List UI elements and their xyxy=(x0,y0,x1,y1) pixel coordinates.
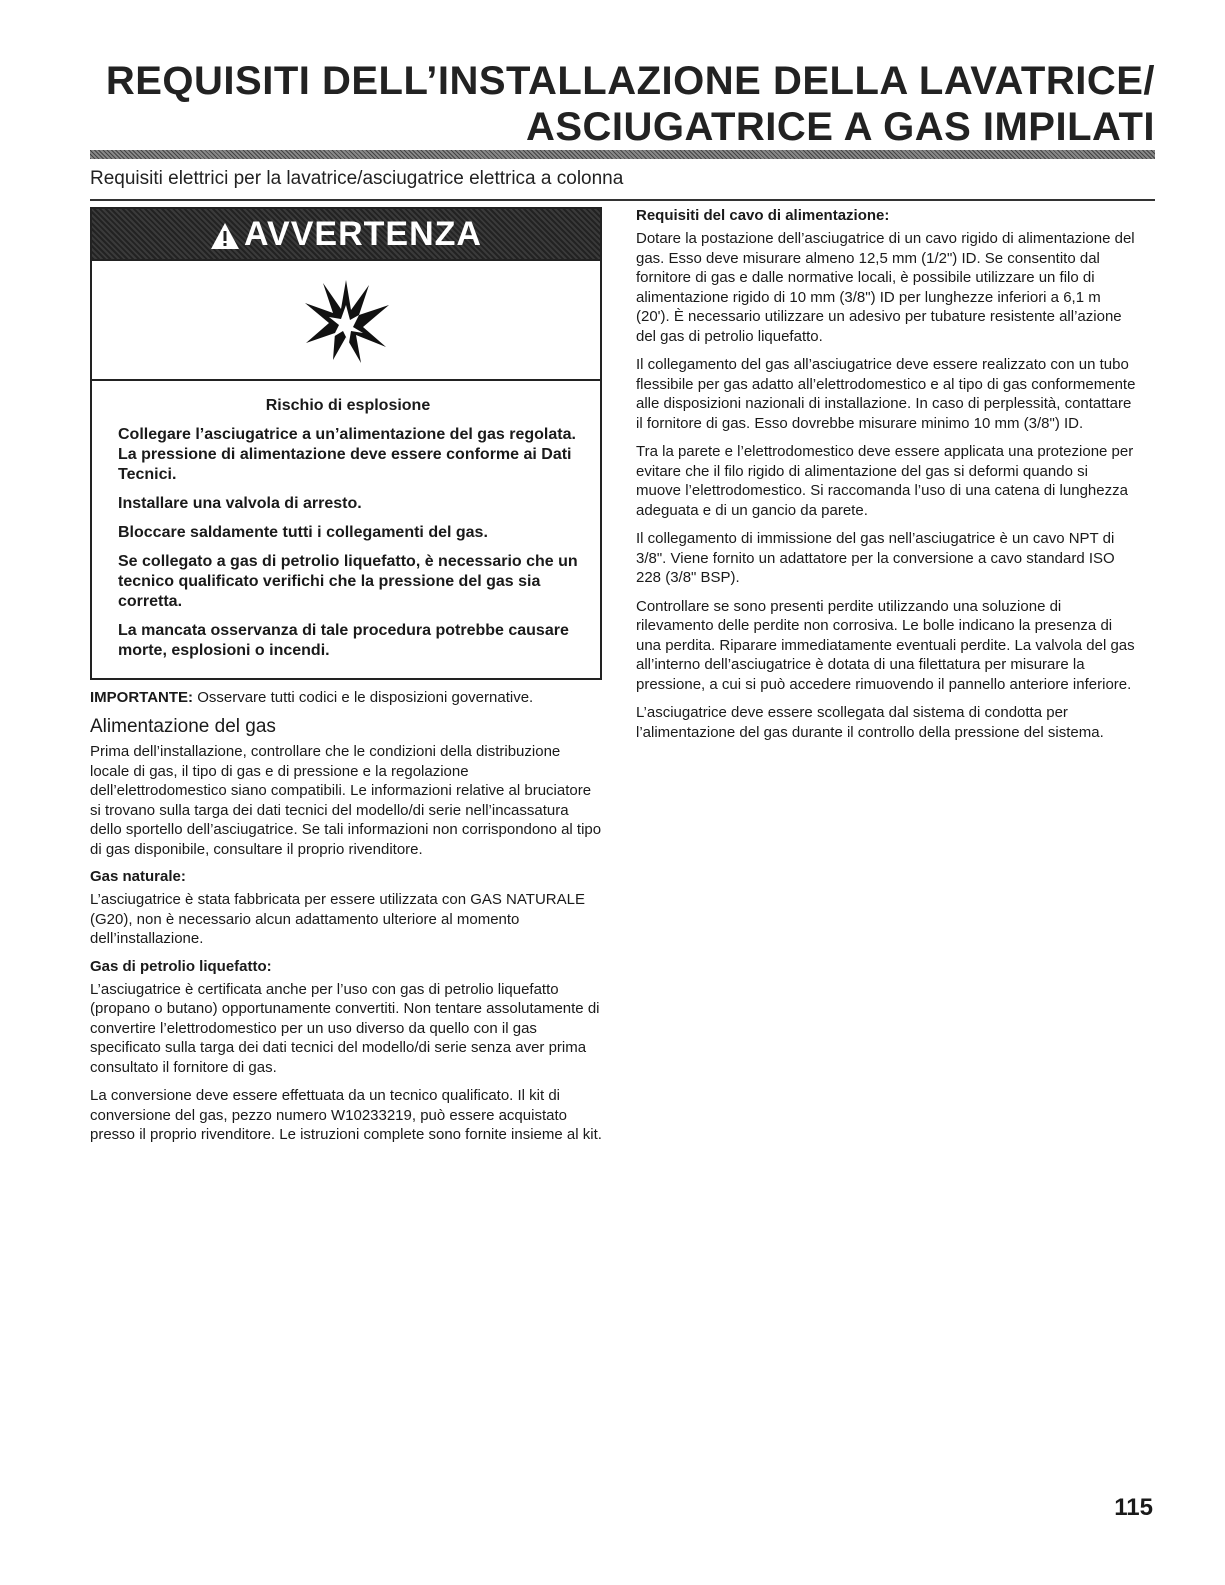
right-column xyxy=(636,207,1136,751)
title-divider xyxy=(90,150,1155,159)
conversion-text: La conversione deve essere effettuata da un tecnico qualificato. Il kit di conversione del gas, pezzo numero W10233219, può essere acquistato presso il proprio rivenditore. Le istruzioni complete sono fornite insieme al kit. xyxy=(90,1087,602,1143)
warning-box xyxy=(90,207,602,680)
warning-paragraph: Se collegato a gas di petrolio liquefatto, è necessario che un tecnico qualificato verifichi che la pressione del gas sia corretta. xyxy=(118,553,578,610)
warning-header xyxy=(92,209,600,259)
warning-paragraph: Collegare l’asciugatrice a un’alimentazione del gas regolata. La pressione di alimentazione deve essere conforme ai Dati Tecnici. xyxy=(118,426,576,483)
warning-paragraph: La mancata osservanza di tale procedura potrebbe causare morte, esplosioni o incendi. xyxy=(118,622,569,659)
supply-line-heading: Requisiti del cavo di alimentazione: xyxy=(636,207,890,224)
gas-supply-text: Prima dell’installazione, controllare che le condizioni della distribuzione locale di gas, il tipo di gas e di pressione e la regolazione dell’elettrodomestico siano compatibili. Le informazioni relative al bruciatore si trovano sulla targa dei dati tecnici del modello/di serie nell’incassatura dello sportello dell’asciugatrice. Se tali informazioni non corrispondono al tipo di gas disponibile, consultare il proprio rivenditore. xyxy=(90,743,602,858)
lpg-heading: Gas di petrolio liquefatto: xyxy=(90,957,272,975)
supply-line-paragraph: Dotare la postazione dell’asciugatrice di un cavo rigido di alimentazione del gas. Esso deve misurare almeno 12,5 mm (1/2") ID. Se consentito dal fornitore di gas e dalle normative locali, è possibile utilizzare un filo di alimentazione rigido di 10 mm (3/8") ID per lunghezze inferiori a 6,1 m (20'). È necessario utilizzare un adesivo per tubature resistente all’azione del gas di petrolio liquefatto. xyxy=(636,230,1135,345)
explosion-icon xyxy=(301,275,391,365)
supply-line-paragraph: Il collegamento del gas all’asciugatrice deve essere realizzato con un tubo flessibile per gas adatto all’elettrodomestico e al tipo di gas conformemente alle disposizioni nazionali di installazione. In caso di perplessità, contattare il fornitore di gas. Esso dovrebbe misurare minimo 10 mm (3/8") ID. xyxy=(636,356,1136,432)
supply-line-paragraph: L’asciugatrice deve essere scollegata dal sistema di condotta per l’alimentazione del gas durante il controllo della pressione del sistema. xyxy=(636,704,1104,741)
left-column xyxy=(90,207,602,1154)
natural-gas-heading: Gas naturale: xyxy=(90,868,186,885)
section-subtitle: Requisiti elettrici per la lavatrice/asciugatrice elettrica a colonna xyxy=(90,168,624,189)
important-label: IMPORTANTE: xyxy=(90,689,194,706)
supply-line-paragraph: Il collegamento di immissione del gas nell’asciugatrice è un cavo NPT di 3/8". Viene fornito un adattatore per la conversione a cavo standard ISO 228 (3/8" BSP). xyxy=(636,530,1115,586)
warning-paragraph: Bloccare saldamente tutti i collegamenti del gas. xyxy=(118,524,488,541)
important-note xyxy=(90,688,602,708)
page-title-line-1: REQUISITI DELL’INSTALLAZIONE DELLA LAVATRICE/ xyxy=(105,59,1155,103)
risk-title: Rischio di esplosione xyxy=(265,397,431,414)
supply-line-paragraph: Tra la parete e l’elettrodomestico deve essere applicata una protezione per evitare che il filo rigido di alimentazione del gas si deformi quando si muove l’elettrodomestico. Si raccomanda l’uso di una catena di lunghezza adeguata e di un gancio da parete. xyxy=(636,443,1134,519)
supply-line-paragraph: Controllare se sono presenti perdite utilizzando una soluzione di rilevamento delle perdite non corrosiva. Le bolle indicano la presenza di una perdita. Riparare immediatamente eventuali perdite. La valvola del gas all’interno dell’asciugatrice è dotata di una filettatura per misurare la pressione, a cui si può accedere rimuovendo il pannello anteriore inferiore. xyxy=(636,597,1135,693)
warning-header-label: AVVERTENZA xyxy=(244,214,482,253)
warning-body xyxy=(92,381,600,678)
important-text: Osservare tutti codici e le disposizioni governative. xyxy=(193,689,534,706)
warning-paragraph: Installare una valvola di arresto. xyxy=(118,495,362,512)
page-title xyxy=(106,58,1155,150)
subtitle-divider xyxy=(90,199,1155,201)
warning-icon-area xyxy=(92,259,600,381)
page-number: 115 xyxy=(1114,1494,1153,1521)
warning-triangle-icon xyxy=(210,220,240,248)
lpg-text: L’asciugatrice è certificata anche per l’uso con gas di petrolio liquefatto (propano o butano) opportunamente convertiti. Non tentare assolutamente di convertire l’elettrodomestico per un uso diverso da quello con il gas specificato sulla targa dei dati tecnici del modello/di serie senza aver prima consultato il fornitore di gas. xyxy=(90,980,600,1076)
natural-gas-text: L’asciugatrice è stata fabbricata per essere utilizzata con GAS NATURALE (G20), non è necessario alcun adattamento ulteriore al momento dell’installazione. xyxy=(90,891,585,947)
page-title-line-2: ASCIUGATRICE A GAS IMPILATI xyxy=(525,105,1155,149)
gas-supply-heading: Alimentazione del gas xyxy=(90,716,276,737)
